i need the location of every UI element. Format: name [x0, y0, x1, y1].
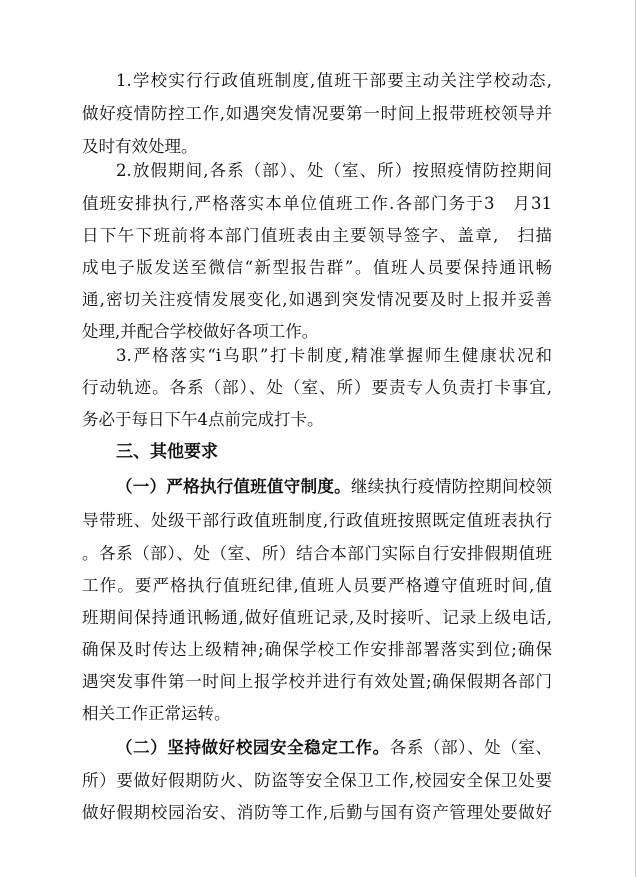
paragraph-4-lead-rest: 继续执行疫情防控期间校领	[350, 477, 553, 496]
paragraph-4-line-1	[116, 477, 552, 497]
paragraph-5-lead-rest: 各系（部）、处（室、	[389, 738, 553, 757]
paragraph-4-line-8: 相关工作正常运转。	[82, 704, 231, 723]
paragraph-5-line-3: 做好假期校园治安、消防等工作,后勤与国有资产管理处要做好	[82, 803, 552, 822]
paragraph-3-line-2: 行动轨迹。各系（部）、处（室、所）要责专人负责打卡事宜,	[82, 378, 552, 397]
paragraph-4-line-5: 班期间保持通讯畅通,做好值班记录,及时接听、记录上级电话,	[82, 608, 552, 627]
paragraph-4-line-4: 工作。要严格执行值班纪律,值班人员要严格遵守值班时间,值	[82, 576, 552, 595]
paragraph-4-lead-bold: （一）严格执行值班值守制度。	[116, 477, 351, 496]
paragraph-2-line-2: 值班安排执行,严格落实本单位值班工作.各部门务于3 月31	[82, 194, 552, 213]
paragraph-2-line-5: 通,密切关注疫情发展变化,如遇到突发情况要及时上报并妥善	[82, 290, 552, 309]
paragraph-4-line-3: 。各系（部）、处（室、所）结合本部门实际自行安排假期值班	[82, 544, 552, 563]
paragraph-2-line-6: 处理,并配合学校做好各项工作。	[82, 322, 319, 341]
paragraph-1-line-3: 及时有效处理。	[82, 137, 198, 156]
paragraph-4-line-7: 遇突发事件第一时间上报学校并进行有效处置;确保假期各部门	[82, 672, 552, 691]
paragraph-4-line-6: 确保及时传达上级精神;确保学校工作安排部署落实到位;确保	[82, 640, 552, 659]
paragraph-5-lead-bold: （二）坚持做好校园安全稳定工作。	[116, 738, 390, 757]
paragraph-1-line-2: 做好疫情防控工作,如遇突发情况要第一时间上报带班校领导并	[82, 104, 552, 123]
paragraph-5-line-1	[116, 738, 552, 758]
paragraph-5-line-2: 所）要做好假期防火、防盗等安全保卫工作,校园安全保卫处要	[82, 771, 552, 790]
paragraph-1-line-1: 1.学校实行行政值班制度,值班干部要主动关注学校动态,	[116, 71, 552, 90]
paragraph-2-line-4: 成电子版发送至微信“新型报告群”。值班人员要保持通讯畅	[82, 258, 552, 277]
paragraph-3-line-3: 务必于每日下午4点前完成打卡。	[82, 410, 324, 429]
paragraph-2-line-1: 2.放假期间,各系（部）、处（室、所）按照疫情防控期间	[116, 161, 552, 180]
paragraph-3-line-1: 3.严格落实“i乌职”打卡制度,精准掌握师生健康状况和	[116, 346, 552, 365]
paragraph-2-line-3: 日下午下班前将本部门值班表由主要领导签字、盖章, 扫描	[82, 226, 552, 245]
paragraph-4-line-2: 导带班、处级干部行政值班制度,行政值班按照既定值班表执行	[82, 511, 552, 530]
section-heading-other-requirements: 三、其他要求	[116, 442, 218, 462]
